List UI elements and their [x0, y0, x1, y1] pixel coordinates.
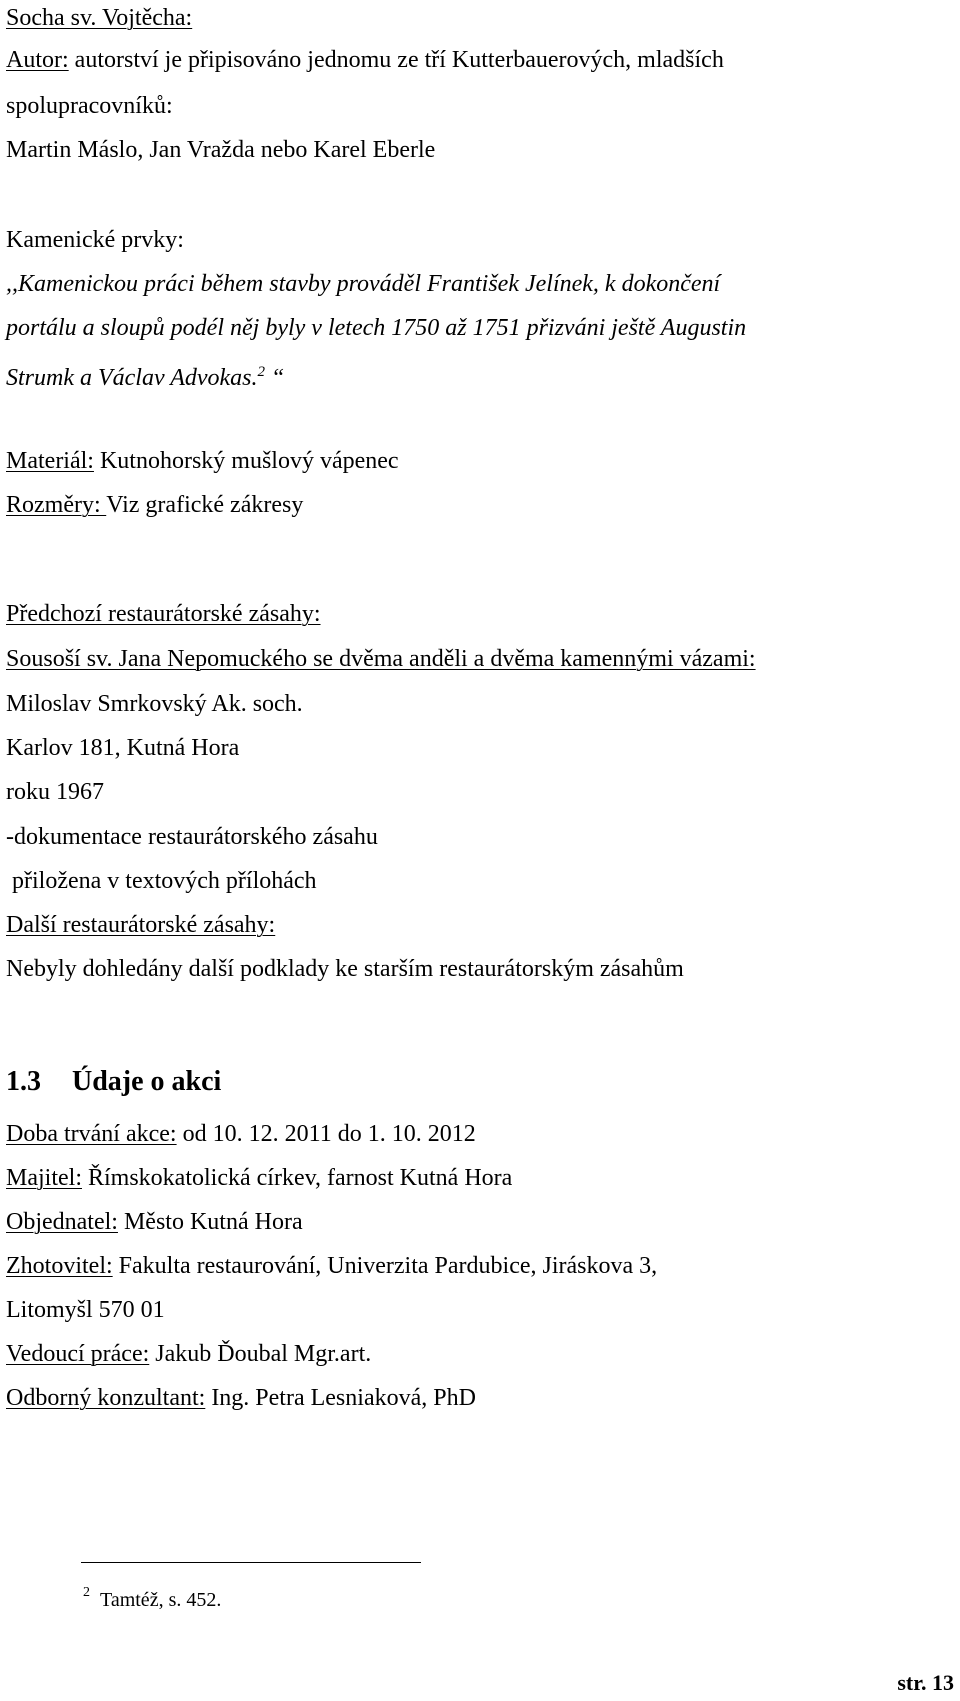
client-value: Město Kutná Hora: [117, 1209, 303, 1235]
contractor-label: Zhotovitel:: [6, 1253, 113, 1279]
consultant-value: Ing. Petra Lesniaková, PhD: [205, 1385, 476, 1411]
material-label: Materiál:: [6, 448, 94, 474]
footnote-text: Tamtéž, s. 452.: [100, 1589, 222, 1611]
contractor-line: [6, 1252, 657, 1280]
client-label: Objednatel:: [6, 1209, 118, 1235]
section-number: 1.3: [6, 1066, 41, 1097]
contractor-line-2: Litomyšl 570 01: [6, 1297, 165, 1323]
author-line: [6, 46, 724, 74]
dimensions-value: Viz grafické zákresy: [106, 492, 304, 518]
owner-line: [6, 1164, 512, 1192]
owner-label: Majitel:: [6, 1165, 82, 1191]
lead-line: [6, 1340, 371, 1368]
quote-close: “: [271, 365, 285, 391]
footnote-rule: [81, 1562, 421, 1563]
author-line-3: Martin Máslo, Jan Vražda nebo Karel Eberle: [6, 137, 436, 163]
material-line: [6, 447, 399, 475]
stone-quote-3: [6, 358, 284, 392]
material-value: Kutnohorský mušlový vápenec: [93, 448, 399, 474]
stone-label: Kamenické prvky:: [6, 227, 184, 253]
consultant-label: Odborný konzultant:: [6, 1385, 206, 1411]
previous-label: Předchozí restaurátorské zásahy:: [6, 601, 321, 627]
duration-value: od 10. 12. 2011 do 1. 10. 2012: [176, 1121, 476, 1147]
contractor-value: Fakulta restaurování, Univerzita Pardubice, Jiráskova 3,: [112, 1253, 658, 1279]
statue-title: Socha sv. Vojtěcha:: [6, 5, 193, 31]
duration-label: Doba trvání akce:: [6, 1121, 177, 1147]
author-label: Autor:: [6, 47, 69, 73]
further-value: Nebyly dohledány další podklady ke starším restaurátorským zásahům: [6, 956, 684, 982]
stone-quote-2: portálu a sloupů podél něj byly v letech 1750 až 1751 přizváni ještě Augustin: [6, 315, 747, 341]
stone-quote-3-text: Strumk a Václav Advokas.: [6, 365, 258, 391]
author-text: autorství je připisováno jednomu ze tří Kutterbauerových, mladších: [68, 47, 724, 73]
consultant-line: [6, 1384, 476, 1412]
lead-label: Vedoucí práce:: [6, 1341, 150, 1367]
stone-quote-1: ,,Kamenickou práci během stavby prováděl František Jelínek, k dokončení: [6, 271, 721, 297]
page-number: str. 13: [897, 1670, 954, 1695]
owner-value: Římskokatolická církev, farnost Kutná Hora: [81, 1165, 513, 1191]
footnote: [83, 1579, 221, 1614]
footnote-ref: 2: [257, 364, 265, 380]
dimensions-line: [6, 491, 303, 519]
further-label: Další restaurátorské zásahy:: [6, 912, 276, 938]
section-title: Údaje o akci: [72, 1066, 222, 1097]
footnote-number: 2: [83, 1585, 90, 1600]
previous-line-5: přiložena v textových přílohách: [6, 868, 317, 894]
previous-line-1: Miloslav Smrkovský Ak. soch.: [6, 691, 303, 717]
previous-group-label: Sousoší sv. Jana Nepomuckého se dvěma anděli a dvěma kamennými vázami:: [6, 646, 756, 672]
dimensions-label: Rozměry:: [6, 492, 107, 518]
duration-line: [6, 1120, 476, 1148]
previous-line-4: -dokumentace restaurátorského zásahu: [6, 824, 378, 850]
section-heading: [6, 1066, 221, 1098]
author-line-2: spolupracovníků:: [6, 93, 173, 119]
client-line: [6, 1208, 303, 1236]
lead-value: Jakub Ďoubal Mgr.art.: [149, 1341, 372, 1367]
previous-line-3: roku 1967: [6, 779, 104, 805]
previous-line-2: Karlov 181, Kutná Hora: [6, 735, 240, 761]
